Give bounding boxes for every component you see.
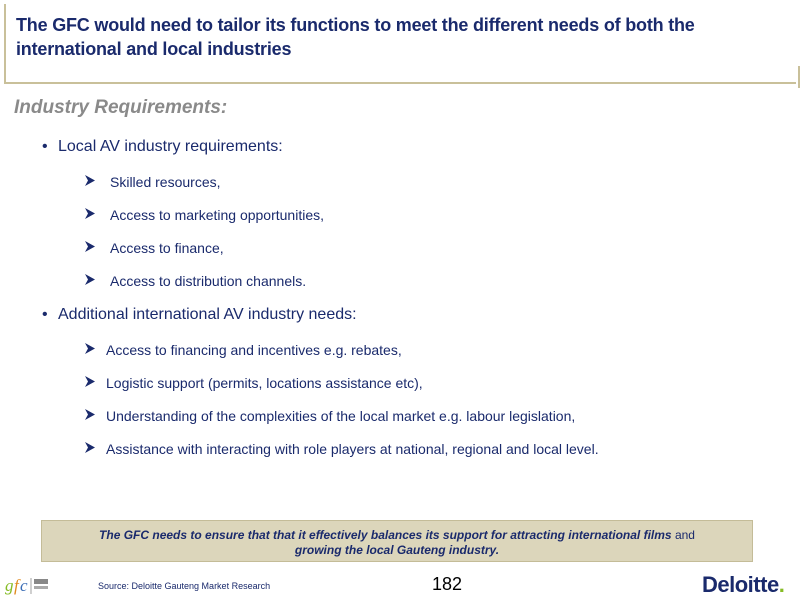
callout-text: The GFC needs to ensure that that it effectively balances its support for attracting international films (99, 528, 672, 542)
arrow-bullet-icon (84, 441, 96, 454)
list-item-text: Access to financing and incentives e.g. rebates, (106, 342, 402, 358)
arrow-bullet-icon (84, 207, 96, 220)
list-item (84, 272, 307, 290)
gfc-logo (4, 574, 50, 596)
bullet-dot: • (42, 138, 48, 155)
list-item (84, 440, 599, 458)
bullet-international-needs (42, 305, 357, 325)
source-note: Source: Deloitte Gauteng Market Research (98, 581, 271, 591)
arrow-bullet-icon (84, 273, 96, 286)
deloitte-logo-dot: . (778, 572, 785, 597)
list-item (84, 341, 402, 359)
page-title: The GFC would need to tailor its functions to meet the different needs of both the international and local industries (16, 15, 695, 59)
deloitte-logo (702, 572, 784, 598)
callout-box (41, 520, 753, 562)
arrow-bullet-icon (84, 375, 96, 388)
list-item (84, 374, 423, 392)
deloitte-logo-text: Deloitte (702, 572, 779, 597)
bullet-local-requirements (42, 137, 283, 157)
title-frame (4, 4, 796, 84)
arrow-bullet-icon (84, 408, 96, 421)
svg-text:f: f (14, 576, 19, 595)
list-item-text: Assistance with interacting with role players at national, regional and local level. (106, 441, 599, 457)
list-item-text: Access to distribution channels. (110, 273, 307, 289)
arrow-bullet-icon (84, 174, 96, 187)
list-item-text: Skilled resources, (110, 174, 221, 190)
arrow-bullet-icon (84, 342, 96, 355)
list-item-text: Understanding of the complexities of the local market e.g. labour legislation, (106, 408, 576, 424)
section-heading: Industry Requirements: (14, 97, 228, 118)
list-item-text: Access to finance, (110, 240, 224, 256)
bullet-label: Local AV industry requirements: (58, 138, 283, 155)
list-item (84, 239, 224, 257)
list-item-text: Logistic support (permits, locations assistance etc), (106, 375, 423, 391)
bullet-dot: • (42, 306, 48, 323)
list-item (84, 206, 324, 224)
svg-text:c: c (20, 576, 28, 595)
svg-text:g: g (5, 576, 14, 595)
list-item (84, 173, 221, 191)
arrow-bullet-icon (84, 240, 96, 253)
list-item-text: Access to marketing opportunities, (110, 207, 324, 223)
bullet-label: Additional international AV industry needs: (58, 306, 357, 323)
callout-text-2: growing the local Gauteng industry. (294, 543, 500, 557)
callout-connector: and (674, 528, 695, 542)
list-item (84, 407, 576, 425)
page-number: 182 (432, 574, 463, 594)
